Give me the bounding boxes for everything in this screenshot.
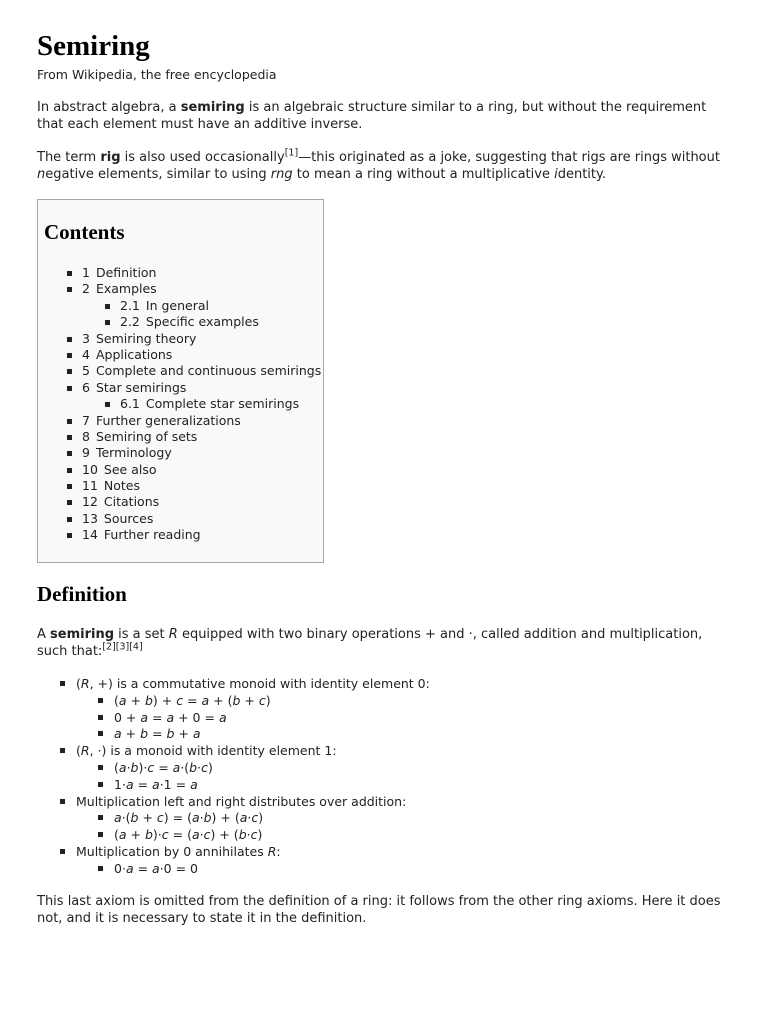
toc-label: Further generalizations [95,412,241,428]
toc-label: Examples [95,281,157,297]
toc-item[interactable] [38,281,323,297]
text-run: egative elements, similar to using [45,167,271,182]
toc-label: Semiring theory [95,330,197,346]
toc-link[interactable] [120,396,299,412]
axiom-text: (a·b)·c = a·(b·c) [114,759,213,775]
text-run: dentity. [557,167,606,182]
toc-label: Notes [103,478,141,494]
axiom-text: (a + b) + c = a + (b + c) [114,692,271,708]
toc-link[interactable] [82,429,197,445]
toc-link[interactable] [82,527,201,543]
bullet-icon [98,866,103,871]
toc-number: 2.2 [120,314,140,330]
text-run: A [37,627,51,642]
toc-item[interactable] [38,478,323,494]
toc-label: Definition [95,265,157,280]
bullet-icon [98,782,103,787]
bullet-icon [60,799,65,804]
toc-number: 11 [82,478,98,494]
bullet-icon [67,451,72,456]
italic-run: n [37,167,46,182]
bullet-icon [60,849,65,854]
bullet-icon [98,832,103,837]
bullet-icon [67,287,72,292]
bullet-icon [60,748,65,753]
intro-paragraph-1 [37,99,727,133]
bullet-icon [67,533,72,538]
list-item [37,742,727,759]
axiom-text: 0·a = a·0 = 0 [114,860,199,876]
bullet-icon [67,419,72,424]
bullet-icon [98,765,103,770]
bold-term: semiring [50,627,115,642]
toc-number: 6 [82,379,90,395]
axiom-text: a·(b + c) = (a·b) + (a·c) [114,810,264,826]
list-item [37,826,727,843]
toc-item[interactable] [38,429,323,445]
toc-label: Star semirings [95,379,187,395]
text-run: In abstract algebra, a [37,100,181,115]
toc-link[interactable] [82,478,140,494]
toc-link[interactable] [82,511,153,527]
toc-number: 2.1 [120,297,140,313]
toc-item[interactable] [38,445,323,461]
definition-paragraph [37,626,727,660]
text-run: is an algebraic structure similar to a ring, but without the requirement that each element must have an additive inverse. [37,100,707,132]
toc-link[interactable] [82,347,172,363]
citation-link[interactable]: [1] [284,147,299,159]
text-run: The term [37,150,101,165]
bullet-icon [98,731,103,736]
toc-link[interactable] [82,445,172,461]
toc-link[interactable] [82,363,321,379]
italic-run: i [554,167,558,182]
bullet-icon [67,353,72,358]
toc-link[interactable] [82,413,241,429]
list-item [37,675,727,692]
toc-number: 4 [82,346,90,362]
toc-item[interactable] [38,413,323,429]
toc-label: Complete star semirings [145,396,300,412]
axiom-text: (R, ·) is a monoid with identity element 1: [76,743,337,759]
bullet-icon [98,715,103,720]
intro-paragraph-2 [37,149,727,183]
toc-label: Applications [95,346,173,362]
toc-label: Further reading [103,527,201,543]
list-item [37,809,727,826]
toc-number: 6.1 [120,396,140,412]
toc-item[interactable] [38,380,323,396]
bullet-icon [98,698,103,703]
toc-number: 2 [82,281,90,297]
toc-link[interactable] [82,331,196,347]
axiom-text: Multiplication by 0 annihilates R: [76,843,281,859]
text-run: is also used occasionally [120,150,285,165]
list-item [37,759,727,776]
text-run: equipped with two binary operations + and ·, called addition and multiplication, such that: [37,627,703,659]
bullet-icon [105,304,110,309]
toc-item[interactable] [38,265,323,281]
toc-number: 14 [82,527,98,543]
italic-run: R [168,627,178,642]
citation-links[interactable]: [2][3][4] [102,641,143,653]
toc-item[interactable] [38,314,323,330]
bullet-icon [67,369,72,374]
toc-label: Terminology [95,445,172,461]
bullet-icon [67,500,72,505]
toc-link[interactable] [82,494,159,510]
toc-label: Semiring of sets [95,428,198,444]
toc-label: In general [145,297,209,313]
axiom-text: (a + b)·c = (a·c) + (b·c) [114,827,263,843]
toc-item[interactable] [38,511,323,527]
bullet-icon [67,386,72,391]
axiom-text: a + b = b + a [114,726,201,742]
bold-term: semiring [180,100,245,115]
toc-number: 5 [82,363,90,379]
list-item [37,793,727,810]
page-subtitle: From Wikipedia, the free encyclopedia [37,67,277,82]
list-item [37,860,727,877]
bullet-icon [67,337,72,342]
bullet-icon [67,435,72,440]
bold-term: rig [100,150,121,165]
toc-number: 9 [82,445,90,461]
toc-item[interactable] [38,462,323,478]
toc-number: 13 [82,510,98,526]
toc-label: Specific examples [145,314,259,330]
bullet-icon [105,402,110,407]
bullet-icon [98,815,103,820]
toc-label: Complete and continuous semirings [95,363,322,379]
bullet-icon [67,271,72,276]
axiom-text: Multiplication left and right distributes over addition: [76,793,407,809]
text-run: to mean a ring without a multiplicative [292,167,555,182]
toc-link[interactable] [82,265,156,281]
toc-item[interactable] [38,527,323,543]
list-item [37,776,727,793]
text-run: —this originated as a joke, suggesting that rigs are rings without [298,150,720,165]
bullet-icon [60,681,65,686]
toc-number: 7 [82,412,90,428]
axiom-text: 1·a = a·1 = a [114,776,198,792]
list-item [37,725,727,742]
axiom-text: 0 + a = a + 0 = a [114,709,227,725]
bullet-icon [105,320,110,325]
toc-number: 10 [82,461,98,477]
toc-number: 1 [82,265,90,280]
toc-label: Citations [103,494,160,510]
toc-number: 3 [82,330,90,346]
toc-link[interactable] [120,314,259,330]
list-item [37,709,727,726]
text-run: is a set [114,627,169,642]
toc-link[interactable] [82,380,186,396]
toc-item[interactable] [38,298,323,314]
closing-paragraph: This last axiom is omitted from the definition of a ring: it follows from the other ring axioms. Here it does not, and it is necessary to state it in the definition. [37,894,721,926]
toc-number: 12 [82,494,98,510]
toc-title: Contents [44,220,125,244]
toc-label: See also [103,461,157,477]
page-title: Semiring [37,30,150,62]
toc-link[interactable] [120,298,209,314]
toc-label: Sources [103,510,154,526]
italic-run: rng [270,167,293,182]
list-item [37,843,727,860]
axiom-list [37,675,727,877]
toc-link[interactable] [82,281,157,297]
toc-item[interactable] [38,331,323,347]
bullet-icon [67,468,72,473]
toc-item[interactable] [38,396,323,412]
toc-number: 8 [82,428,90,444]
toc-list [38,265,323,544]
toc-item[interactable] [38,494,323,510]
toc-item[interactable] [38,347,323,363]
list-item [37,692,727,709]
table-of-contents [37,199,324,563]
bullet-icon [67,484,72,489]
toc-item[interactable] [38,363,323,379]
toc-link[interactable] [82,462,157,478]
bullet-icon [67,517,72,522]
section-heading-definition: Definition [37,582,127,606]
axiom-text: (R, +) is a commutative monoid with identity element 0: [76,676,430,691]
